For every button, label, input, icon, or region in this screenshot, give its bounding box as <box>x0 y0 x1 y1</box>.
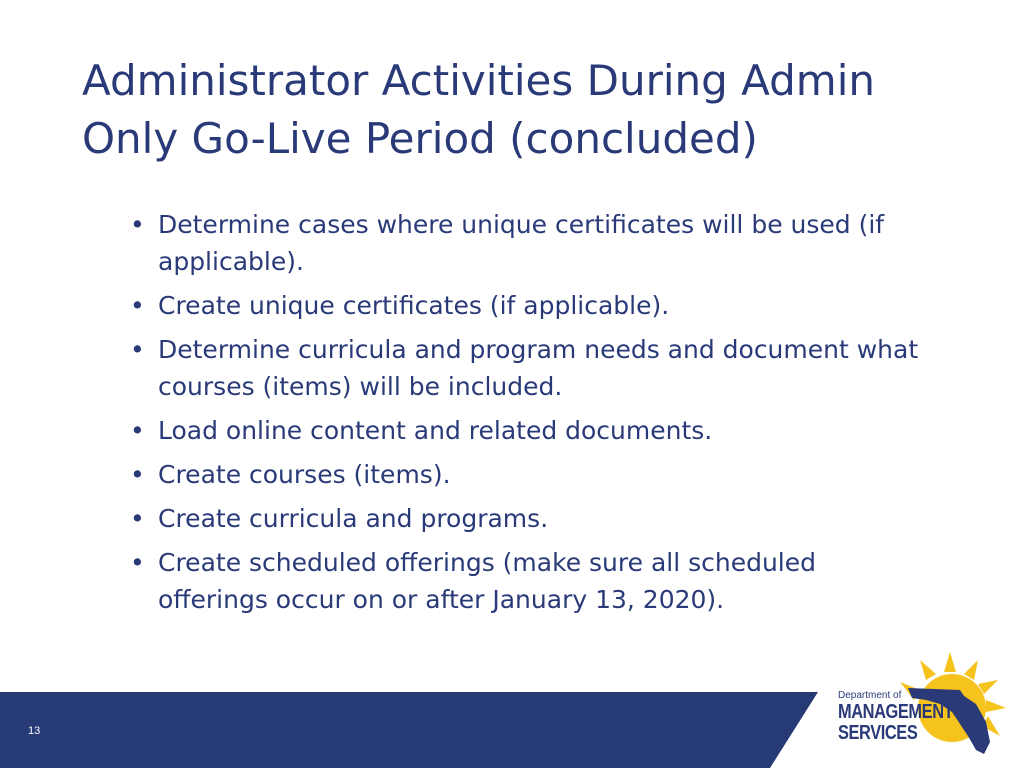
bullet-text: Create unique certificates (if applicable). <box>158 291 670 320</box>
logo-line-management: MANAGEMENT <box>838 701 954 723</box>
logo-wordmark <box>838 690 979 744</box>
bullet-dot: • <box>130 335 145 364</box>
bullet-list <box>128 206 928 625</box>
bullet-dot: • <box>130 548 145 577</box>
bullet-item <box>128 500 928 537</box>
bullet-item <box>128 412 928 449</box>
slide-title-line-1: Administrator Activities During Admin <box>82 56 875 105</box>
slide-title-line-2: Only Go-Live Period (concluded) <box>82 114 758 163</box>
bullet-item <box>128 456 928 493</box>
bullet-item <box>128 287 928 324</box>
bullet-text: Create courses (items). <box>158 460 451 489</box>
bullet-text: Load online content and related documents. <box>158 416 713 445</box>
logo-line-services: SERVICES <box>838 722 918 744</box>
dms-logo <box>820 650 1010 760</box>
bullet-dot: • <box>130 210 145 239</box>
page-number: 13 <box>28 725 41 737</box>
bullet-dot: • <box>130 460 145 489</box>
bullet-item <box>128 544 928 618</box>
bullet-item <box>128 331 928 405</box>
bullet-dot: • <box>130 291 145 320</box>
bullet-text: Determine curricula and program needs and document what courses (items) will be included. <box>158 335 919 401</box>
bullet-dot: • <box>130 416 145 445</box>
bullet-text: Create curricula and programs. <box>158 504 549 533</box>
logo-line-department: Department of <box>838 690 902 701</box>
bullet-item <box>128 206 928 280</box>
bullet-text: Determine cases where unique certificates will be used (if applicable). <box>158 210 885 276</box>
bullet-text: Create scheduled offerings (make sure all scheduled offerings occur on or after January 13, 2020). <box>158 548 817 614</box>
bullet-dot: • <box>130 504 145 533</box>
slide-title <box>82 52 982 168</box>
